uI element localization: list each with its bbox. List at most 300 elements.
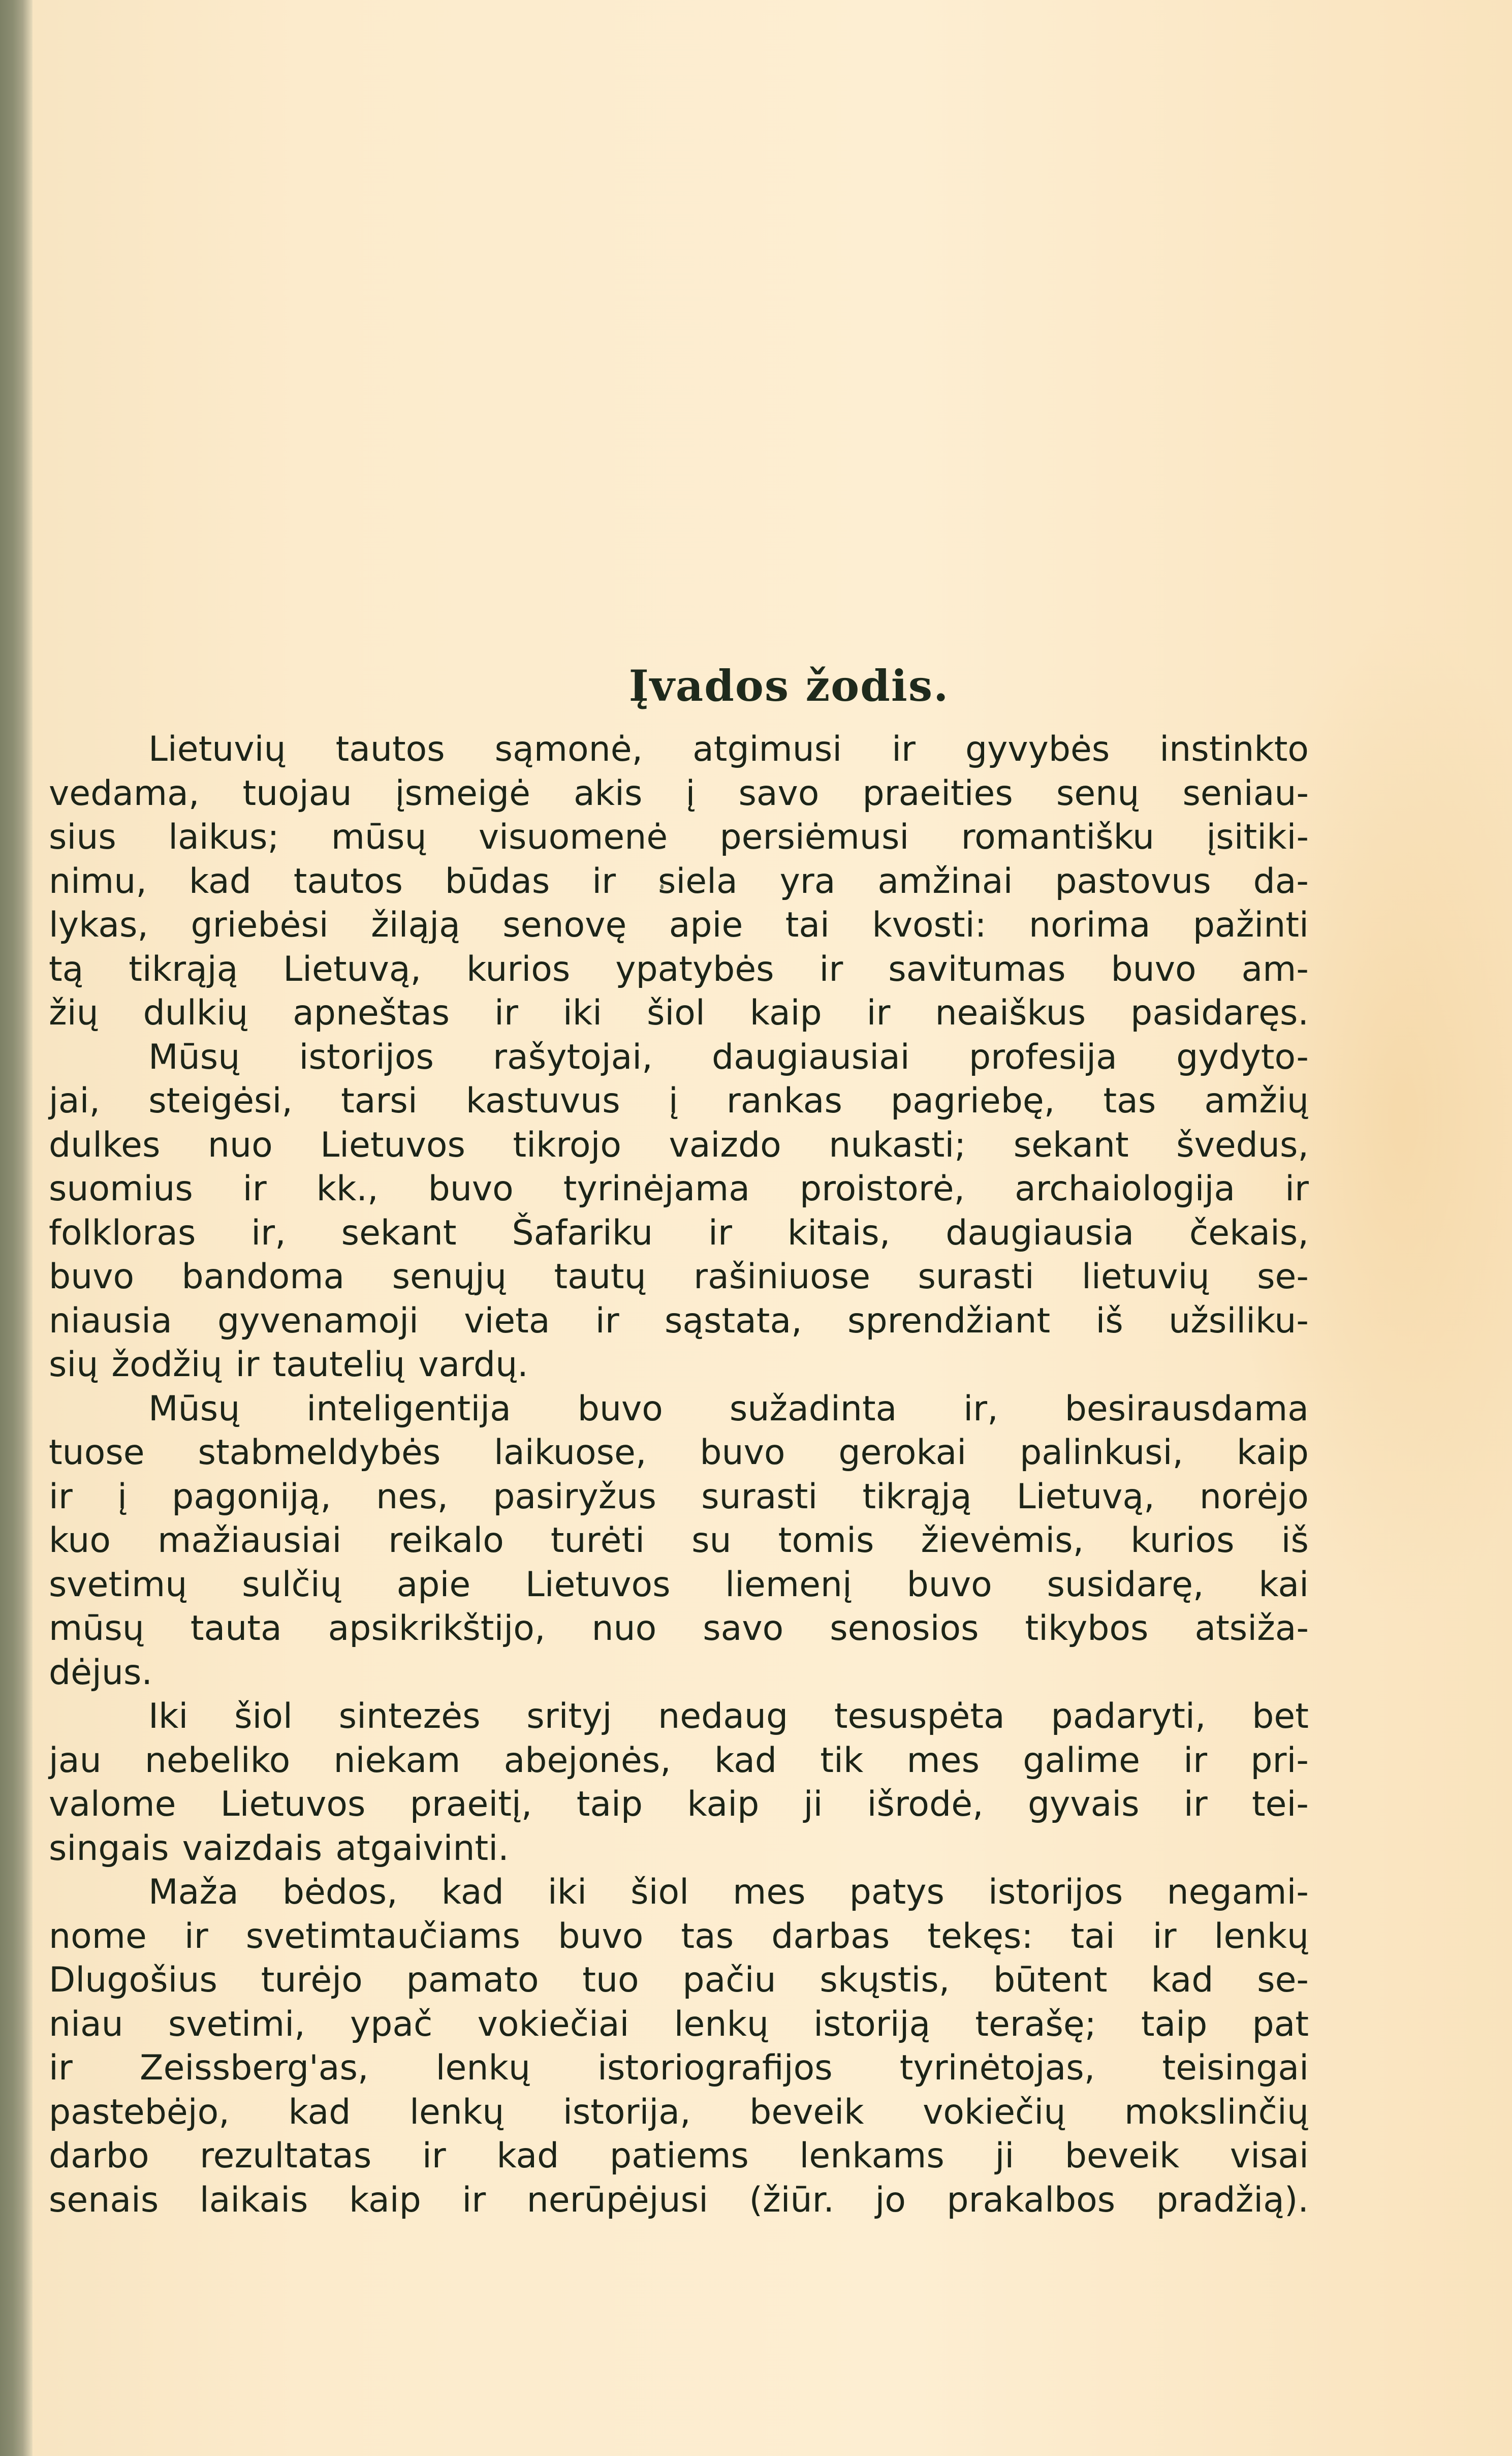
word: senosios	[830, 1608, 979, 1649]
text-line	[49, 1431, 1309, 1475]
word: vaizdais	[182, 1828, 323, 1869]
word: ji	[995, 2136, 1015, 2176]
word: padaryti,	[1051, 1696, 1206, 1736]
word: su	[691, 1520, 732, 1561]
word: jo	[875, 2180, 906, 2220]
word: rankas	[726, 1081, 842, 1121]
word: kad	[714, 1740, 777, 1781]
word: lenkų	[1214, 1916, 1309, 1956]
word: pagriebę,	[891, 1081, 1055, 1121]
word: nebeliko	[144, 1740, 291, 1781]
word: tą	[49, 949, 84, 989]
word: kk.,	[316, 1169, 379, 1209]
word: pri-	[1250, 1740, 1309, 1781]
word: svetimų	[49, 1564, 187, 1605]
text-line	[49, 1519, 1309, 1563]
word: mažiausiai	[158, 1520, 342, 1561]
word: galime	[1023, 1740, 1140, 1781]
word: taip	[576, 1784, 643, 1824]
word: buvo	[1111, 949, 1196, 989]
word: dulkių	[143, 993, 248, 1033]
word: kad	[1151, 1960, 1214, 2000]
word: iš	[1281, 1520, 1309, 1561]
word: Mūsų	[148, 1037, 240, 1077]
word: seniau-	[1182, 773, 1309, 814]
text-line	[49, 1211, 1309, 1256]
word: šiol	[631, 1872, 689, 1912]
word: inteligentija	[306, 1388, 511, 1429]
word: sužadinta	[729, 1388, 897, 1429]
word: dėjus.	[49, 1652, 153, 1693]
word: nukasti;	[829, 1125, 966, 1165]
text-line	[49, 2046, 1309, 2091]
word: abejonės,	[503, 1740, 671, 1781]
word: Maža	[148, 1872, 239, 1912]
text-line	[49, 860, 1309, 904]
word: čekais,	[1189, 1213, 1309, 1253]
word: sekant	[1013, 1125, 1129, 1165]
word: lenkų	[410, 2092, 505, 2132]
word: tuose	[49, 1433, 145, 1473]
word: lenkams	[799, 2136, 944, 2176]
word: folkloras	[49, 1213, 196, 1253]
word: apsikrikštijo,	[328, 1608, 546, 1649]
text-line	[49, 1299, 1309, 1344]
word: norėjo	[1199, 1476, 1309, 1517]
word: srityj	[526, 1696, 612, 1736]
word: jau	[49, 1740, 102, 1781]
word: į	[685, 773, 696, 814]
word: beveik	[1064, 2136, 1180, 2176]
word: sąmonė,	[494, 729, 643, 769]
word: nerūpėjusi	[526, 2180, 708, 2220]
word: tautos	[335, 729, 445, 769]
word: laikais	[199, 2180, 308, 2220]
word: tarsi	[341, 1081, 418, 1121]
word: iki	[562, 993, 603, 1033]
word: teisingai	[1162, 2048, 1309, 2088]
word: istoriją	[813, 2004, 931, 2044]
word: taip	[1141, 2004, 1208, 2044]
word: svetimi,	[168, 2004, 305, 2044]
word: tautelių	[272, 1345, 405, 1385]
word: sius	[49, 817, 116, 857]
word: į	[668, 1081, 678, 1121]
word: amžių	[1204, 1081, 1309, 1121]
word: ir	[184, 1916, 208, 1956]
word: pastovus	[1055, 861, 1211, 901]
word: būtent	[993, 1960, 1108, 2000]
text-line	[49, 1651, 1309, 1695]
word: buvo	[577, 1388, 663, 1429]
word: užsiliku-	[1169, 1300, 1309, 1341]
word: apneštas	[293, 993, 450, 1033]
word: steigėsi,	[148, 1081, 293, 1121]
text-line	[49, 1255, 1309, 1299]
chapter-title: Įvados žodis.	[628, 661, 950, 711]
word: sintezės	[338, 1696, 481, 1736]
word: vokiečių	[923, 2092, 1066, 2132]
word: kad	[496, 2136, 559, 2176]
word: senų	[1056, 773, 1140, 814]
word: kad	[188, 861, 251, 901]
word: nuo	[591, 1608, 657, 1649]
text-line	[49, 904, 1309, 948]
word: visuomenė	[478, 817, 668, 857]
word: tai	[1070, 1916, 1115, 1956]
word: sių	[49, 1345, 99, 1385]
word: reikalo	[388, 1520, 504, 1561]
text-line	[49, 1079, 1309, 1124]
word: gyvais	[1027, 1784, 1140, 1824]
word: vieta	[464, 1300, 550, 1341]
text-line	[49, 1563, 1309, 1607]
word: sprendžiant	[847, 1300, 1051, 1341]
word: ypatybės	[615, 949, 774, 989]
word: turėjo	[261, 1960, 363, 2000]
word: pastebėjo,	[49, 2092, 230, 2132]
word: suomius	[49, 1169, 193, 1209]
word: Dlugošius	[49, 1960, 217, 2000]
word: ir	[1183, 1784, 1208, 1824]
word: buvo	[558, 1916, 644, 1956]
word: senovę	[502, 905, 627, 945]
word: valome	[49, 1784, 176, 1824]
word: ir	[494, 993, 518, 1033]
word: Lietuvos	[320, 1125, 465, 1165]
word: buvo	[906, 1564, 992, 1605]
word: kvosti:	[872, 905, 987, 945]
word: istorijos	[299, 1037, 434, 1077]
word: buvo	[428, 1169, 514, 1209]
word: pačiu	[682, 1960, 776, 2000]
word: vardų.	[418, 1345, 528, 1385]
word: jai,	[49, 1081, 101, 1121]
word: daugiausiai	[712, 1037, 910, 1077]
word: ir	[1183, 1740, 1208, 1781]
word: atsiža-	[1194, 1608, 1309, 1649]
word: savo	[703, 1608, 784, 1649]
text-line	[49, 1475, 1309, 1519]
word: darbo	[49, 2136, 149, 2176]
word: nome	[49, 1916, 147, 1956]
word: būdas	[445, 861, 550, 901]
word: ir	[49, 2048, 73, 2088]
word: akis	[574, 773, 643, 814]
word: Iki	[148, 1696, 188, 1736]
word: norima	[1028, 905, 1151, 945]
text-line	[49, 2179, 1309, 2223]
word: tei-	[1252, 1784, 1309, 1824]
word: ir	[866, 993, 891, 1033]
word: yra	[779, 861, 836, 901]
word: skųstis,	[820, 1960, 950, 2000]
text-line	[49, 1783, 1309, 1827]
text-line	[49, 1607, 1309, 1651]
word: tyrinėtojas,	[899, 2048, 1095, 2088]
text-line	[49, 1739, 1309, 1783]
word: pamato	[406, 1960, 539, 2000]
word: proistorė,	[799, 1169, 965, 1209]
body-text	[49, 728, 1309, 2222]
word: svetimtaučiams	[245, 1916, 521, 1956]
word: amžinai	[877, 861, 1013, 901]
text-line	[49, 1167, 1309, 1211]
word: įsmeigė	[395, 773, 530, 814]
word: ir,	[251, 1213, 286, 1253]
word: bandoma	[181, 1257, 345, 1297]
word: tomis	[778, 1520, 874, 1561]
word: se-	[1257, 1960, 1309, 2000]
word: da-	[1253, 861, 1309, 901]
word: profesija	[968, 1037, 1117, 1077]
word: tautos	[293, 861, 403, 901]
word: mūsų	[49, 1608, 144, 1649]
word: sąstata,	[664, 1300, 802, 1341]
word: gyvenamoji	[217, 1300, 419, 1341]
word: persiėmusi	[719, 817, 909, 857]
word: į	[117, 1476, 127, 1517]
word: kurios	[1130, 1520, 1235, 1561]
word: Zeissberg'as,	[139, 2048, 369, 2088]
word: ir	[819, 949, 843, 989]
word: praeitį,	[410, 1784, 532, 1824]
word: liemenį	[725, 1564, 852, 1605]
word: ir	[462, 2180, 486, 2220]
word: rašiniuose	[694, 1257, 871, 1297]
word: lietuvių	[1082, 1257, 1210, 1297]
word: mes	[733, 1872, 806, 1912]
word: atgimusi	[692, 729, 842, 769]
word: Lietuvos	[525, 1564, 671, 1605]
word: (žiūr.	[749, 2180, 834, 2220]
word: savo	[738, 773, 820, 814]
word: žodžių	[111, 1345, 223, 1385]
text-line	[49, 1915, 1309, 1959]
word: tautų	[554, 1257, 646, 1297]
word: Lietuvos	[220, 1784, 366, 1824]
text-line	[49, 772, 1309, 816]
word: tyrinėjama	[563, 1169, 750, 1209]
word: tik	[820, 1740, 864, 1781]
word: lykas,	[49, 905, 149, 945]
word: nedaug	[658, 1696, 789, 1736]
text-line	[49, 1343, 1309, 1387]
word: gerokai	[838, 1433, 967, 1473]
word: išrodė,	[867, 1784, 984, 1824]
word: rezultatas	[200, 2136, 372, 2176]
word: kad	[441, 1872, 504, 1912]
word: tai	[785, 905, 830, 945]
word: am-	[1241, 949, 1309, 989]
word: šiol	[646, 993, 705, 1033]
word: laikuose,	[494, 1433, 647, 1473]
word: kai	[1258, 1564, 1309, 1605]
word: neaiškus	[935, 993, 1086, 1033]
word: vaizdo	[669, 1125, 781, 1165]
word: tikrąją	[862, 1476, 972, 1517]
word: istorijos	[988, 1872, 1123, 1912]
word: prakalbos	[947, 2180, 1116, 2220]
word: sulčių	[242, 1564, 342, 1605]
word: ir	[1285, 1169, 1309, 1209]
word: ir,	[963, 1388, 998, 1429]
word: lenkų	[435, 2048, 530, 2088]
word: darbas	[771, 1916, 890, 1956]
word: bet	[1252, 1696, 1309, 1736]
word: tikrąją	[129, 949, 238, 989]
word: archaiologija	[1015, 1169, 1236, 1209]
word: įsitiki-	[1206, 817, 1309, 857]
text-line	[49, 2134, 1309, 2179]
word: tas	[681, 1916, 734, 1956]
word: istorija,	[562, 2092, 691, 2132]
word: ir	[422, 2136, 446, 2176]
text-line	[49, 1036, 1309, 1080]
word: buvo	[700, 1433, 785, 1473]
word: Lietuvą,	[1016, 1476, 1155, 1517]
word: laikus;	[168, 817, 279, 857]
word: dulkes	[49, 1125, 161, 1165]
word: patys	[849, 1872, 944, 1912]
word: kaip	[349, 2180, 421, 2220]
word: kastuvus	[465, 1081, 620, 1121]
word: pagoniją,	[172, 1476, 331, 1517]
word: visai	[1230, 2136, 1309, 2176]
text-line	[49, 1124, 1309, 1168]
word: senais	[49, 2180, 159, 2220]
word: niausia	[49, 1300, 172, 1341]
text-line	[49, 991, 1309, 1036]
text-line	[49, 1871, 1309, 1915]
word: griebėsi	[191, 905, 329, 945]
word: vedama,	[49, 773, 200, 814]
word: patiems	[609, 2136, 749, 2176]
word: Šafariku	[512, 1213, 653, 1253]
word: savitumas	[888, 949, 1066, 989]
word: mes	[906, 1740, 980, 1781]
word: tuo	[582, 1960, 639, 2000]
word: daugiausia	[946, 1213, 1135, 1253]
word: pasiryžus	[493, 1476, 656, 1517]
word: pradžią).	[1156, 2180, 1309, 2220]
word: Mūsų	[148, 1388, 240, 1429]
word: senųjų	[392, 1257, 507, 1297]
text-line	[49, 728, 1309, 772]
word: ir	[708, 1213, 732, 1253]
text-line	[49, 1958, 1309, 2003]
word: pat	[1252, 2004, 1309, 2044]
word: kad	[288, 2092, 351, 2132]
word: pasidaręs.	[1130, 993, 1309, 1033]
word: iš	[1095, 1300, 1123, 1341]
word: palinkusi,	[1020, 1433, 1184, 1473]
word: instinkto	[1159, 729, 1309, 769]
word: besirausdama	[1064, 1388, 1309, 1429]
word: kurios	[466, 949, 571, 989]
word: tikrojo	[513, 1125, 621, 1165]
word: kuo	[49, 1520, 111, 1561]
word: surasti	[918, 1257, 1034, 1297]
word: nes,	[376, 1476, 449, 1517]
word: kaip	[1237, 1433, 1309, 1473]
word: ji	[803, 1784, 823, 1824]
word: ir	[892, 729, 916, 769]
word: ir	[242, 1169, 267, 1209]
word: buvo	[49, 1257, 135, 1297]
text-line	[49, 2091, 1309, 2135]
word: nimu,	[49, 861, 147, 901]
word: mokslinčių	[1124, 2092, 1309, 2132]
word: vokiečiai	[477, 2004, 629, 2044]
word: ypač	[350, 2004, 433, 2044]
word: turėti	[550, 1520, 645, 1561]
book-binding-edge	[0, 0, 33, 2456]
word: kaip	[749, 993, 822, 1033]
word: surasti	[701, 1476, 818, 1517]
word: apie	[669, 905, 743, 945]
word: tesuspėta	[834, 1696, 1005, 1736]
word: apie	[396, 1564, 471, 1605]
word: sekant	[341, 1213, 457, 1253]
word: niekam	[333, 1740, 461, 1781]
word: istoriografijos	[597, 2048, 833, 2088]
word: praeities	[862, 773, 1013, 814]
word: kaip	[687, 1784, 760, 1824]
word: gydyto-	[1176, 1037, 1309, 1077]
word: kitais,	[787, 1213, 891, 1253]
word: ir	[595, 1300, 619, 1341]
word: lenkų	[674, 2004, 769, 2044]
word: tauta	[190, 1608, 282, 1649]
word: negami-	[1167, 1872, 1309, 1912]
word: romantišku	[961, 817, 1155, 857]
word: ir	[49, 1476, 73, 1517]
word: siela	[657, 861, 738, 901]
word: pažinti	[1192, 905, 1309, 945]
word: Lietuvą,	[283, 949, 422, 989]
word: atgaivinti.	[335, 1828, 509, 1869]
word: tikybos	[1025, 1608, 1149, 1649]
word: žiląją	[371, 905, 460, 945]
word: stabmeldybės	[198, 1433, 441, 1473]
word: bėdos,	[282, 1872, 398, 1912]
word: Lietuvių	[148, 729, 286, 769]
word: nuo	[207, 1125, 273, 1165]
word: žievėmis,	[921, 1520, 1084, 1561]
word: šiol	[234, 1696, 293, 1736]
word: ir	[235, 1345, 260, 1385]
word: singais	[49, 1828, 169, 1869]
text-line	[49, 1695, 1309, 1739]
word: tuojau	[242, 773, 352, 814]
word: rašytojai,	[493, 1037, 653, 1077]
word: švedus,	[1176, 1125, 1309, 1165]
word: beveik	[749, 2092, 864, 2132]
text-line	[49, 948, 1309, 992]
word: terašę;	[975, 2004, 1096, 2044]
word: tas	[1103, 1081, 1156, 1121]
word: mūsų	[331, 817, 427, 857]
word: ir	[592, 861, 616, 901]
word: tekęs:	[927, 1916, 1033, 1956]
text-line	[49, 1387, 1309, 1432]
word: se-	[1257, 1257, 1309, 1297]
word: gyvybės	[965, 729, 1110, 769]
word: iki	[547, 1872, 587, 1912]
text-line	[49, 2003, 1309, 2047]
word: ir	[1152, 1916, 1177, 1956]
